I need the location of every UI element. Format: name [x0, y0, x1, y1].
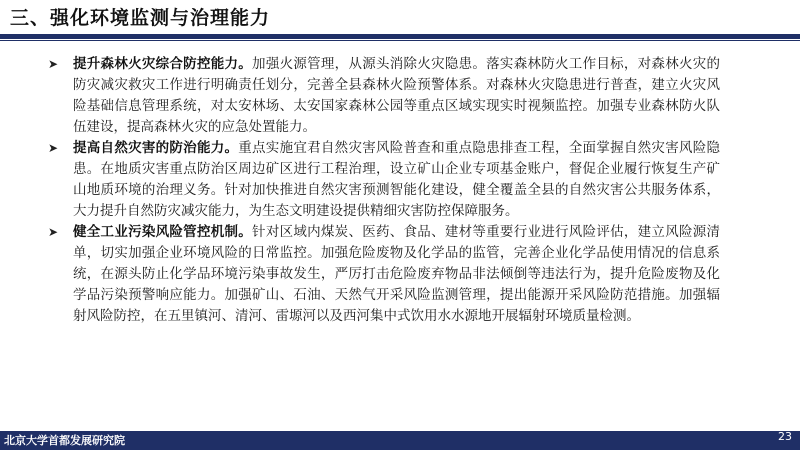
bullet-heading: 提升森林火灾综合防控能力。	[73, 56, 253, 72]
title-rule-thin	[0, 40, 800, 41]
bullet-body: 重点实施宜君自然灾害风险普查和重点隐患排查工程，全面掌握自然灾害风险隐患。在地质灾害重点防治区周边矿区进行工程治理，设立矿山企业专项基金账户，督促企业履行恢复生产矿山地质环境的治理义务。针对加快推进自然灾害预测智能化建设，健全覆盖全县的自然灾害公共服务体系，大力提升自然防灾减灾能力，为生态文明建设提供精细灾害防控保障服务。	[73, 140, 721, 219]
bullet-item-forest-fire	[48, 54, 720, 138]
page-number: 23	[778, 430, 792, 443]
bullet-list	[48, 54, 720, 327]
footer-organization: 北京大学首都发展研究院	[4, 434, 125, 447]
bullet-heading: 提高自然灾害的防治能力。	[73, 140, 239, 156]
arrow-bullet-icon: ➤	[48, 141, 59, 155]
bullet-heading: 健全工业污染风险管控机制。	[73, 224, 253, 240]
title-rule	[0, 34, 800, 39]
footer-bar	[0, 431, 800, 450]
bullet-item-natural-disaster	[48, 138, 720, 222]
arrow-bullet-icon: ➤	[48, 225, 59, 239]
bullet-body: 加强火源管理，从源头消除火灾隐患。落实森林防火工作目标，对森林火灾的防灾减灾救灾工作进行明确责任划分，完善全县森林火险预警体系。对森林火灾隐患进行普查，建立火灾风险基础信息管理系统，对太安林场、太安国家森林公园等重点区域实现实时视频监控。加强专业森林防火队伍建设，提高森林火灾的应急处置能力。	[73, 56, 721, 135]
arrow-bullet-icon: ➤	[48, 57, 59, 71]
bullet-body: 针对区域内煤炭、医药、食品、建材等重要行业进行风险评估，建立风险源清单，切实加强企业环境风险的日常监控。加强危险废物及化学品的监管，完善企业化学品使用情况的信息系统，在源头防止化学品环境污染事故发生，严厉打击危险废弃物品非法倾倒等违法行为，提升危险废物及化学品污染预警响应能力。加强矿山、石油、天然气开采风险监测管理，提出能源开采风险防范措施。加强辐射风险防控，在五里镇河、清河、雷塬河以及西河集中式饮用水水源地开展辐射环境质量检测。	[73, 224, 721, 324]
slide-title: 三、强化环境监测与治理能力	[10, 7, 271, 29]
bullet-item-industrial-pollution	[48, 222, 720, 327]
